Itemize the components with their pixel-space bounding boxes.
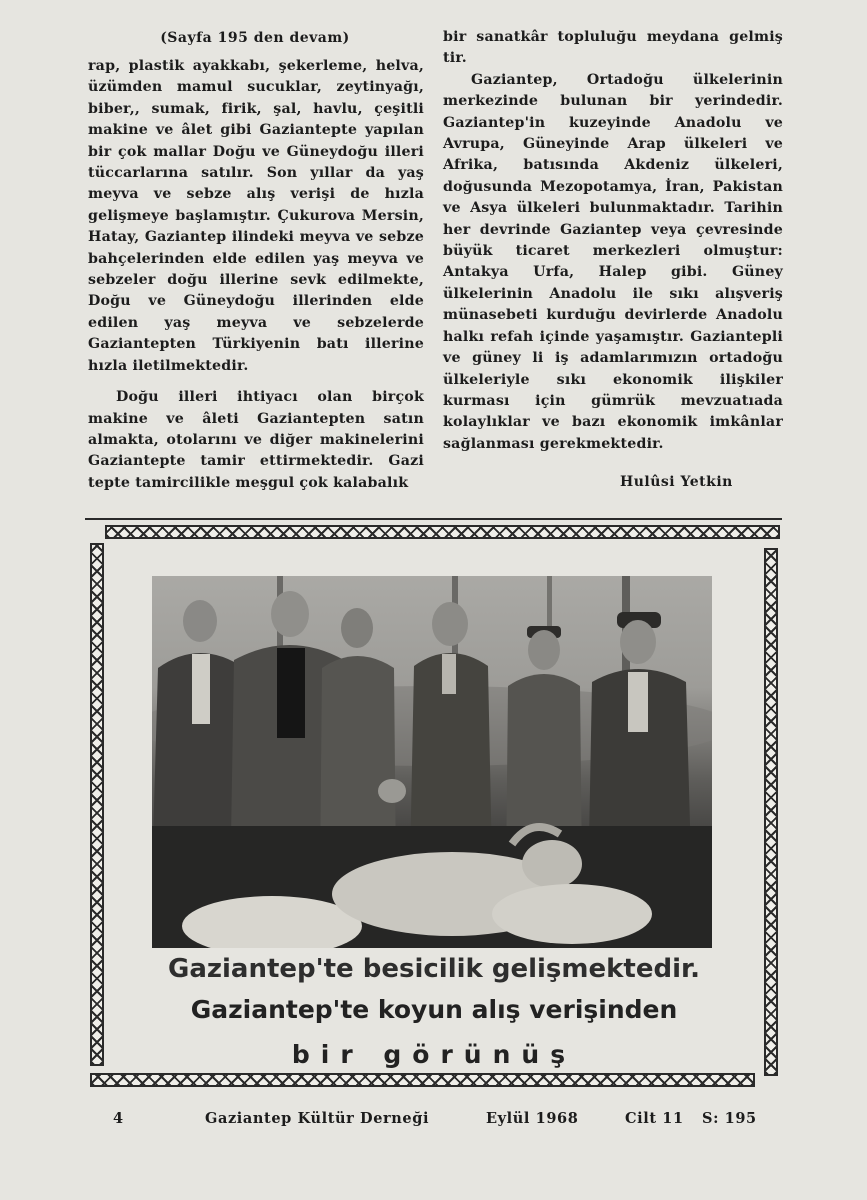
issue-date: Eylül 1968 <box>486 1110 579 1127</box>
left-column <box>88 56 424 494</box>
right-paragraph-1: bir sanatkâr topluluğu meydana gelmiş tir. <box>443 29 783 67</box>
photo-caption-line-2: Gaziantep'te koyun alış verişinden <box>190 995 678 1024</box>
ornamental-border-left <box>90 543 104 1066</box>
photo-caption-line-1: Gaziantep'te besicilik gelişmektedir. <box>168 954 700 984</box>
right-column <box>443 27 783 455</box>
publisher-name: Gaziantep Kültür Derneği <box>205 1110 430 1127</box>
ornamental-border-right <box>764 548 778 1076</box>
issue-number: S: 195 <box>702 1110 757 1127</box>
ornamental-border-bottom <box>90 1073 755 1087</box>
left-paragraph-1: rap, plastik ayakkabı, şekerleme, helva, üzümden mamul sucuklar, zeytinyağı, biber,, sumak, firik, şal, havlu, çeşitli makine ve âlet gibi Gaziantepte yapılan bir çok mallar Doğu ve Güneydoğu illeri tüccarlarına satılır. Son yıllar da yaş meyva ve sebze alış verişi de hızla gelişmeye başlamıştır. Çukurova Mersin, Hatay, Gaziantep ilindeki meyva ve sebze bahçelerinden elde edilen yaş meyva ve sebzeler doğu illerine sevk edilmekte, Doğu ve Güneydoğu illerinden elde edilen yaş meyva ve sebzelerde Gaziantepten Türkiyenin batı illerine hızla iletilmektedir. <box>88 58 424 374</box>
photo-illustration <box>152 576 712 948</box>
page-number: 4 <box>113 1110 124 1127</box>
continuation-note: (Sayfa 195 den devam) <box>160 30 350 46</box>
photo-caption-line-3: bir görünüş <box>291 1040 577 1069</box>
volume-number: Cilt 11 <box>625 1110 684 1127</box>
author-signature: Hulûsi Yetkin <box>620 474 733 490</box>
sheep-market-photo <box>152 576 712 948</box>
ornamental-border-top <box>105 525 780 539</box>
section-divider <box>85 518 782 520</box>
left-paragraph-2: Doğu illeri ihtiyacı olan birçok makine ve âleti Gaziantepten satın almakta, otolarını ve diğer makinelerini Gaziantepte tamir ettirmektedir. Gazi tepte tamircilikle meşgul çok kalabalık <box>88 389 424 491</box>
right-paragraph-2: Gaziantep, Ortadoğu ülkelerinin merkezinde bulunan bir yerindedir. Gaziantep'in kuzeyinde Anadolu ve Avrupa, Güneyinde Arap ülkeleri ve Afrika, batısında Akdeniz ülkeleri, doğusunda Mezopotamya, İran, Pakistan ve Asya ülkeleri bulunmaktadır. Tarihin her devrinde Gaziantep veya çevresinde büyük ticaret merkezleri olmuştur: Antakya Urfa, Halep gibi. Güney ülkelerinin Anadolu ile sıkı alışveriş münasebeti kurduğu devirlerde Anadolu halkı refah içinde yaşamıştır. Gaziantepli ve güney li iş adamlarımızın ortadoğu ülkeleriyle sıkı ekonomik ilişkiler kurması için gümrük mevzuatıada kolaylıklar ve bazı ekonomik imkânlar sağlanması gerekmektedir. <box>443 71 783 452</box>
